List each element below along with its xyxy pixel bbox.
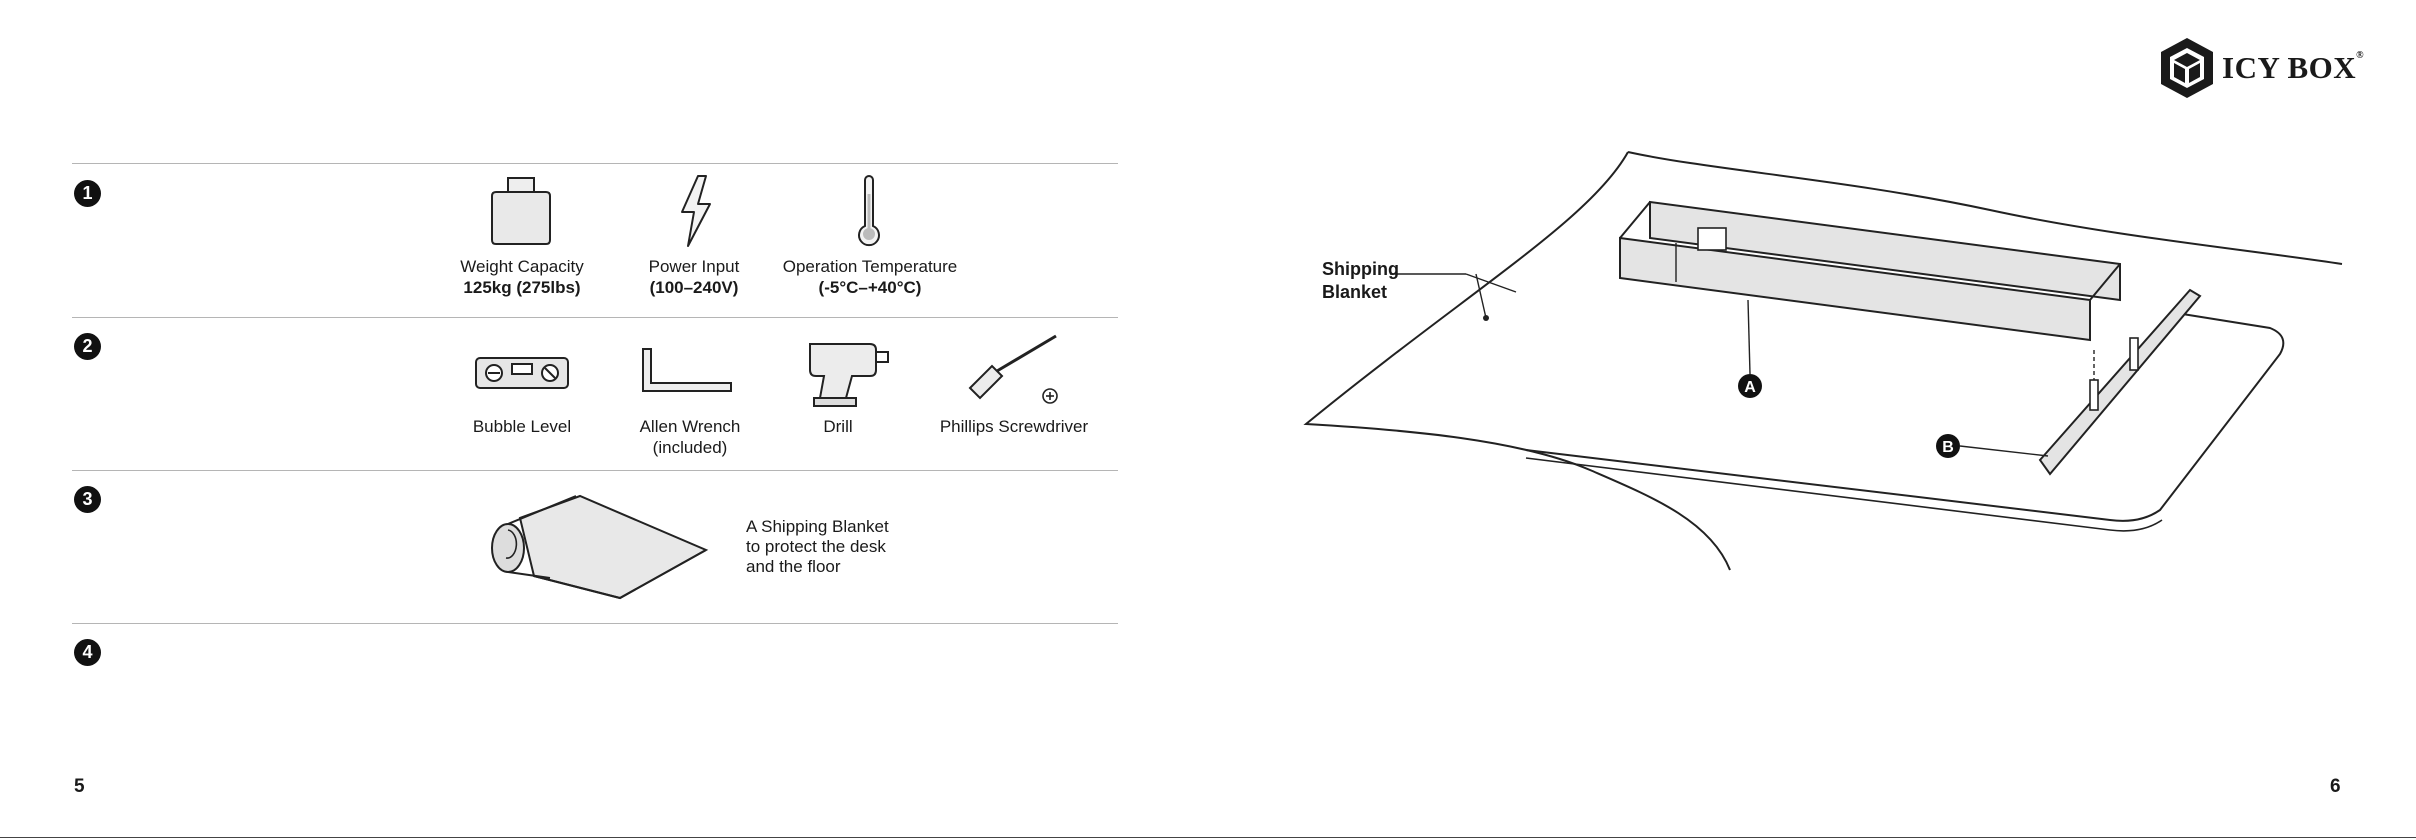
note-line: A Shipping Blanket [746, 517, 889, 536]
step-2-badge: 2 [74, 333, 101, 360]
bottom-rule [0, 837, 2416, 838]
callout-b: B [1942, 439, 1954, 456]
weight-icon [490, 172, 552, 248]
row-divider [72, 317, 1118, 318]
spec-name: Operation Temperature [782, 257, 958, 276]
step-3-badge: 3 [74, 486, 101, 513]
operation-temperature-spec [770, 256, 970, 298]
drill-label [788, 416, 888, 437]
allen-wrench-icon [640, 346, 736, 396]
tool-name: Allen Wrench [639, 417, 741, 436]
blanket-note [746, 517, 889, 577]
tool-note: (included) [652, 438, 728, 457]
bubble-level-icon [474, 352, 570, 392]
weight-capacity-spec [436, 256, 608, 298]
tool-name: Phillips Screwdriver [939, 417, 1089, 436]
spec-name: Power Input [648, 257, 740, 276]
blanket-roll-icon [480, 488, 710, 604]
spec-value: (-5°C–+40°C) [818, 278, 922, 297]
cube-logo-icon [2158, 36, 2216, 100]
callout-a: A [1744, 379, 1756, 396]
power-input-spec [624, 256, 764, 298]
row-divider [72, 623, 1118, 624]
spec-value: 125kg (275lbs) [463, 278, 581, 297]
page-number-right: 6 [2330, 776, 2341, 797]
desk-frame-illustration [1290, 140, 2350, 580]
lightning-icon [676, 174, 716, 248]
step-1-badge: 1 [74, 180, 101, 207]
trademark: ® [2356, 50, 2365, 61]
spec-value: (100–240V) [649, 278, 739, 297]
page-number-left: 5 [74, 776, 85, 797]
row-divider [72, 163, 1118, 164]
brand-name [2222, 50, 2364, 86]
drill-icon [806, 338, 892, 408]
brand-name-text: ICY BOX [2222, 50, 2357, 85]
allen-wrench-label [620, 416, 760, 458]
note-line: and the floor [746, 557, 841, 576]
thermometer-icon [856, 174, 882, 250]
shipping-blanket-label [1322, 258, 1399, 304]
row-divider [72, 470, 1118, 471]
label-line: Shipping [1322, 259, 1399, 279]
spec-name: Weight Capacity [460, 257, 584, 276]
note-line: to protect the desk [746, 537, 886, 556]
bubble-level-label [452, 416, 592, 437]
tool-name: Bubble Level [472, 417, 572, 436]
screwdriver-icon [966, 334, 1062, 410]
step-4-badge: 4 [74, 639, 101, 666]
label-line: Blanket [1322, 282, 1388, 302]
screwdriver-label [924, 416, 1104, 437]
tool-name: Drill [823, 417, 853, 436]
brand-logo [2158, 36, 2364, 100]
